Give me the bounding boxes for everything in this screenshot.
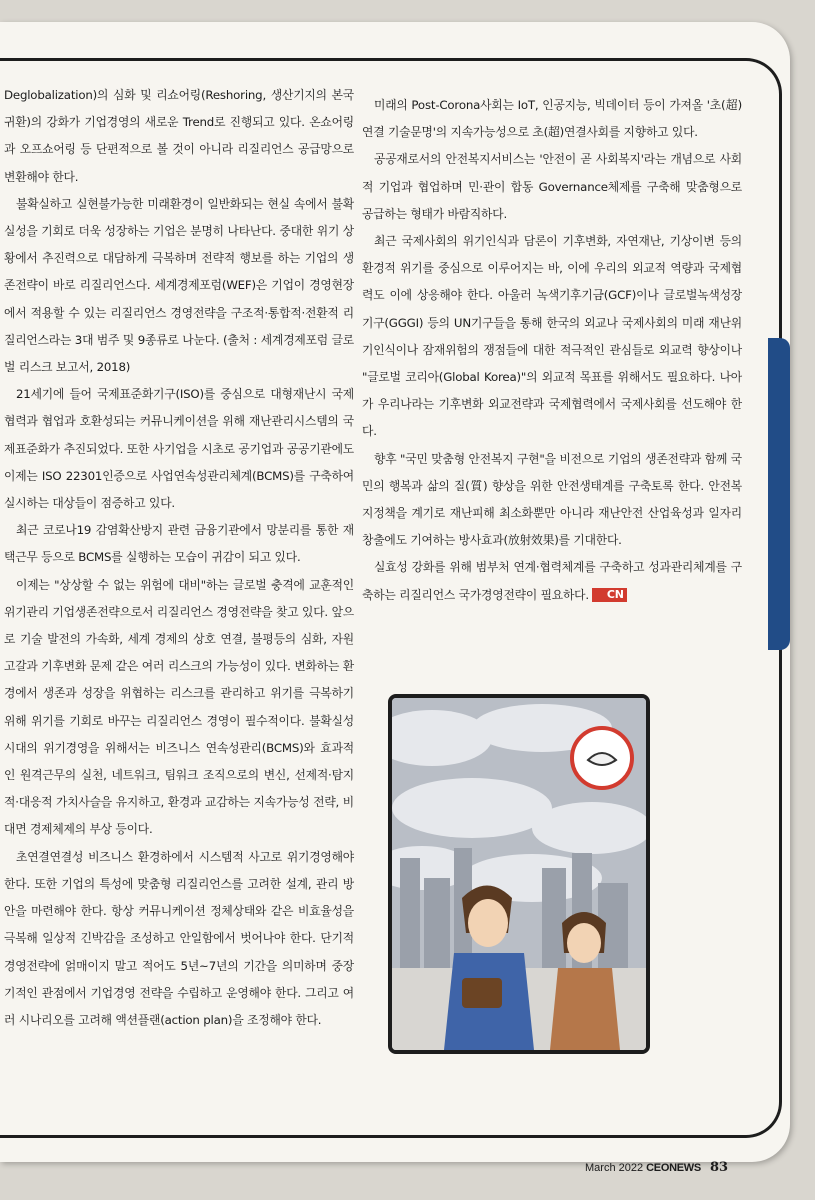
body-paragraph: 초연결연결성 비즈니스 환경하에서 시스템적 사고로 위기경영해야 한다. 또한 기업의 특성에 맞춤형 리질리언스를 고려한 설계, 관리 방안을 마련해야 한다. 항상 커뮤니케이션 정체상태와 같은 비효율성을 극복해 일상적 긴박감을 조성하고 안일함에서 벗어나야 한다. 단기적 경영전략에 얽매이지 말고 적어도 5년~7년의 기간을 의미하며 중장기적인 관점에서 기업경영 전략을 수립하고 운영해야 한다. 그리고 여러 시나리오를 고려해 액션플랜(action plan)을 조정해야 한다. <box>4 849 354 1027</box>
end-mark: CN <box>592 588 627 602</box>
body-paragraph: 미래의 Post-Corona사회는 IoT, 인공지능, 빅데이터 등이 가져올 '초(超)연결 기술문명'의 지속가능성으로 초(超)연결사회를 지향하고 있다. <box>362 98 742 140</box>
closing-paragraph <box>362 554 742 608</box>
body-paragraph: 이제는 "상상할 수 없는 위험에 대비"하는 글로벌 충격에 교훈적인 위기관리 기업생존전략으로서 리질리언스 경영전략을 찾고 있다. 앞으로 기술 발전의 가속화, 세계 경제의 상호 연결, 불평등의 심화, 자원 고갈과 기후변화 문제 같은 여러 리스크의 가능성이 있다. 변화하는 환경에서 생존과 성장을 위협하는 리스크를 관리하고 위기를 극복하기 위해 위기를 기회로 바꾸는 리질리언스 경영이 필수적이다. 불확실성 시대의 위기경영을 위해서는 비즈니스 연속성관리(BCMS)와 효과적인 원격근무의 실천, 네트워크, 팀워크 조직으로의 변신, 선제적·탐지적·대응적 가치사슬을 유지하고, 환경과 교감하는 지속가능성 전략, 비대면 경제체제의 부상 등이다. <box>4 577 354 837</box>
page-number: 83 <box>709 1160 729 1175</box>
issue-date: March 2022 <box>585 1162 644 1174</box>
section-tab <box>768 338 790 650</box>
body-paragraph: 최근 국제사회의 위기인식과 담론이 기후변화, 자연재난, 기상이변 등의 환경적 위기를 중심으로 이루어지는 바, 이에 우리의 외교적 역량과 국제협력도 이에 상응해야 한다. 아울러 녹색기후기금(GCF)이나 글로벌녹색성장기구(GGGI) 등의 UN기구들을 통해 한국의 외교나 국제사회의 미래 재난위기인식이나 잠재위험의 쟁점들에 대한 적극적인 관심들로 외교력 향상이나 "글로벌 코리아(Global Korea)"의 외교적 목표를 위해서도 필요하다. 나아가 우리나라는 기후변화 외교전략과 국제협력에서 국제사회를 선도해야 한다. <box>362 234 742 439</box>
right-column <box>362 92 742 609</box>
body-paragraph: 최근 코로나19 감염확산방지 관련 금융기관에서 망분리를 통한 재택근무 등으로 BCMS를 실행하는 모습이 귀감이 되고 있다. <box>4 523 354 565</box>
body-paragraph: 향후 "국민 맞춤형 안전복지 구현"을 비전으로 기업의 생존전략과 함께 국민의 행복과 삶의 질(質) 향상을 위한 안전생태계를 구축토록 한다. 안전복지정책을 계기로 재난피해 최소화뿐만 아니라 재난안전 산업육성과 일자리 창출에도 기여하는 방사효과(放射效果)를 기대한다. <box>362 451 742 548</box>
illustration-art <box>392 698 646 1050</box>
body-paragraph: 21세기에 들어 국제표준화기구(ISO)를 중심으로 대형재난시 국제협력과 협업과 호환성되는 커뮤니케이션을 위해 재난관리시스템의 국제표준화가 추진되었다. 또한 사기업을 시초로 공기업과 공공기관에도 이제는 ISO 22301인증으로 사업연속성관리체계(BCMS)를 구축하여 실시하는 대상들이 점증하고 있다. <box>4 387 354 511</box>
body-paragraph: Deglobalization)의 심화 및 리쇼어링(Reshoring, 생산기지의 본국 귀환)의 강화가 기업경영의 새로운 Trend로 진행되고 있다. 온쇼어링과 오프쇼어링 등 단편적으로 볼 것이 아니라 리질리언스 공급망으로 변환해야 한다. <box>4 88 354 184</box>
left-column <box>4 82 354 1034</box>
body-paragraph: 공공재로서의 안전복지서비스는 '안전이 곧 사회복지'라는 개념으로 사회적 기업과 협업하며 민·관이 합동 Governance체제를 구축해 맞춤형으로 공급하는 형태가 바람직하다. <box>362 152 742 221</box>
illustration <box>388 694 650 1054</box>
closing-text: 실효성 강화를 위해 범부처 연계·협력체계를 구축하고 성과관리체계를 구축하는 리질리언스 국가경영전략이 필요하다. <box>362 560 742 602</box>
page-footer <box>585 1160 728 1175</box>
magazine-name: CEONEWS <box>646 1162 701 1174</box>
body-paragraph: 불확실하고 실현불가능한 미래환경이 일반화되는 현실 속에서 불확실성을 기회로 더욱 성장하는 기업은 분명히 나타난다. 중대한 위기 상황에서 추진력으로 대담하게 극복하며 전략적 행보를 하는 기업의 생존전략이 바로 리질리언스다. 세계경제포럼(WEF)은 기업이 경영현장에서 적용할 수 있는 리질리언스 경영전략을 구조적·통합적·전환적 리질리언스라는 3대 범주 및 9종류로 나눈다. (출처 : 세계경제포럼 글로벌 리스크 보고서, 2018) <box>4 196 354 375</box>
